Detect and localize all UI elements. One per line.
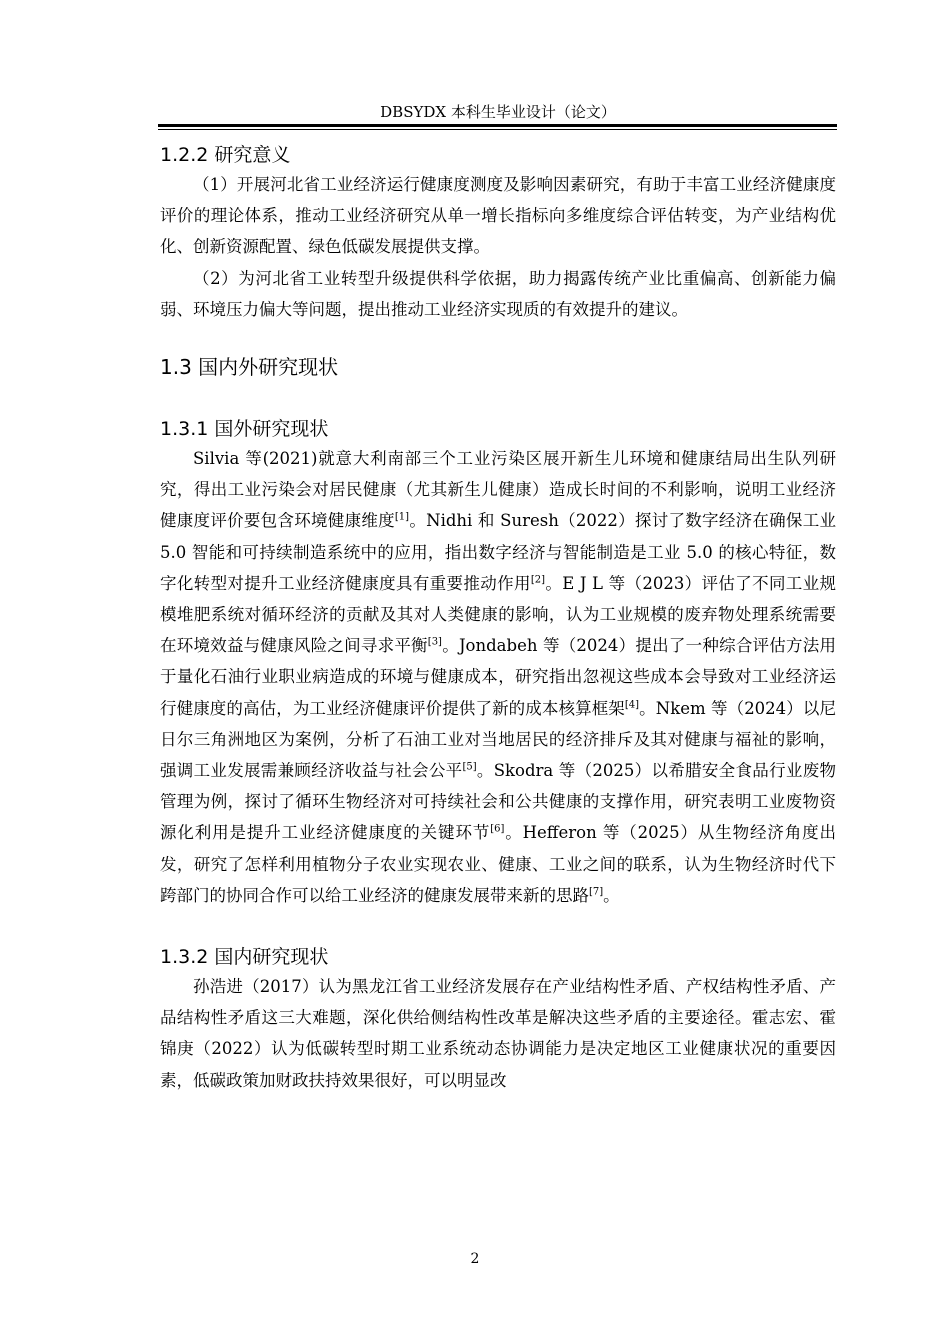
heading-1-3-2: 1.3.2 国内研究现状 xyxy=(160,946,329,969)
heading-1-3-1: 1.3.1 国外研究现状 xyxy=(160,418,329,441)
heading-1-3: 1.3 国内外研究现状 xyxy=(160,355,339,380)
text-segment: 。Nkem 等（2024）以尼日尔三角洲地区为案例，分析了石油工业对当地居民的经济排斥及其对健康与福祉的影响，强调工业发展需兼顾经济收益与社会公平 xyxy=(160,698,836,781)
text-segment: 。Nidhi 和 Suresh（2022）探讨了数字经济在确保工业 5.0 智能和可持续制造系统中的应用，指出数字经济与智能制造是工业 5.0 的核心特征，数字化转型对提升工业经济健康度具有重要推动作用 xyxy=(160,511,836,593)
citation-6: [6] xyxy=(490,823,505,835)
page-number: 2 xyxy=(470,1251,480,1267)
heading-1-2-2: 1.2.2 研究意义 xyxy=(160,144,291,166)
header-rule-thick xyxy=(158,124,837,127)
page-header: DBSYDX 本科生毕业设计（论文） xyxy=(380,103,616,121)
text-segment: 。Skodra 等（2025）以希腊安全食品行业废物管理为例，探讨了循环生物经济对可持续社会和公共健康的支撑作用，研究表明工业废物资源化利用是提升工业经济健康度的关键环节 xyxy=(160,761,836,843)
citation-2: [2] xyxy=(530,574,545,586)
citation-1: [1] xyxy=(394,511,410,523)
citation-7: [7] xyxy=(589,886,604,898)
text-segment: 。E J L 等（2023）评估了不同工业规模堆肥系统对循环经济的贡献及其对人类健康的影响，认为工业规模的废弃物处理系统需要在环境效益与健康风险之间寻求平衡 xyxy=(160,573,837,656)
paragraph-significance-2: （2）为河北省工业转型升级提供科学依据，助力揭露传统产业比重偏高、创新能力偏弱、环境压力偏大等问题，提出推动工业经济实现质的有效提升的建议。 xyxy=(160,268,836,319)
text-segment: 。Hefferon 等（2025）从生物经济角度出发，研究了怎样利用植物分子农业实现农业、健康、工业之间的联系，认为生物经济时代下跨部门的协同合作可以给工业经济的健康发展带来新的思路 xyxy=(160,823,837,905)
paragraph-domestic-research: 孙浩进（2017）认为黑龙江省工业经济发展存在产业结构性矛盾、产权结构性矛盾、产品结构性矛盾这三大难题，深化供给侧结构性改革是解决这些矛盾的主要途径。霍志宏、霍锦庚（2022）认为低碳转型时期工业系统动态协调能力是决定地区工业健康状况的重要因素，低碳政策加财政扶持效果很好，可以明显改 xyxy=(160,977,836,1090)
document-body xyxy=(160,141,836,1096)
citation-3: [3] xyxy=(427,636,442,648)
text-segment: 。Jondabeh 等（2024）提出了一种综合评估方法用于量化石油行业职业病造成的环境与健康成本，研究指出忽视这些成本会导致对工业经济运行健康度的高估，为工业经济健康评价提供了新的成本核算框架 xyxy=(160,636,837,718)
text-segment: Silvia 等(2021)就意大利南部三个工业污染区展开新生儿环境和健康结局出生队列研究，得出工业污染会对居民健康（尤其新生儿健康）造成长时间的不利影响，说明工业经济健康度评价要包含环境健康维度 xyxy=(160,449,836,531)
header-rule-thin xyxy=(158,129,837,130)
citation-5: [5] xyxy=(462,761,477,773)
paragraph-significance-1: （1）开展河北省工业经济运行健康度测度及影响因素研究，有助于丰富工业经济健康度评价的理论体系，推动工业经济研究从单一增长指标向多维度综合评估转变，为产业结构优化、创新资源配置、绿色低碳发展提供支撑。 xyxy=(160,175,836,257)
text-segment: 。 xyxy=(603,885,620,905)
citation-4: [4] xyxy=(624,699,640,711)
paragraph-foreign-research xyxy=(160,443,836,911)
